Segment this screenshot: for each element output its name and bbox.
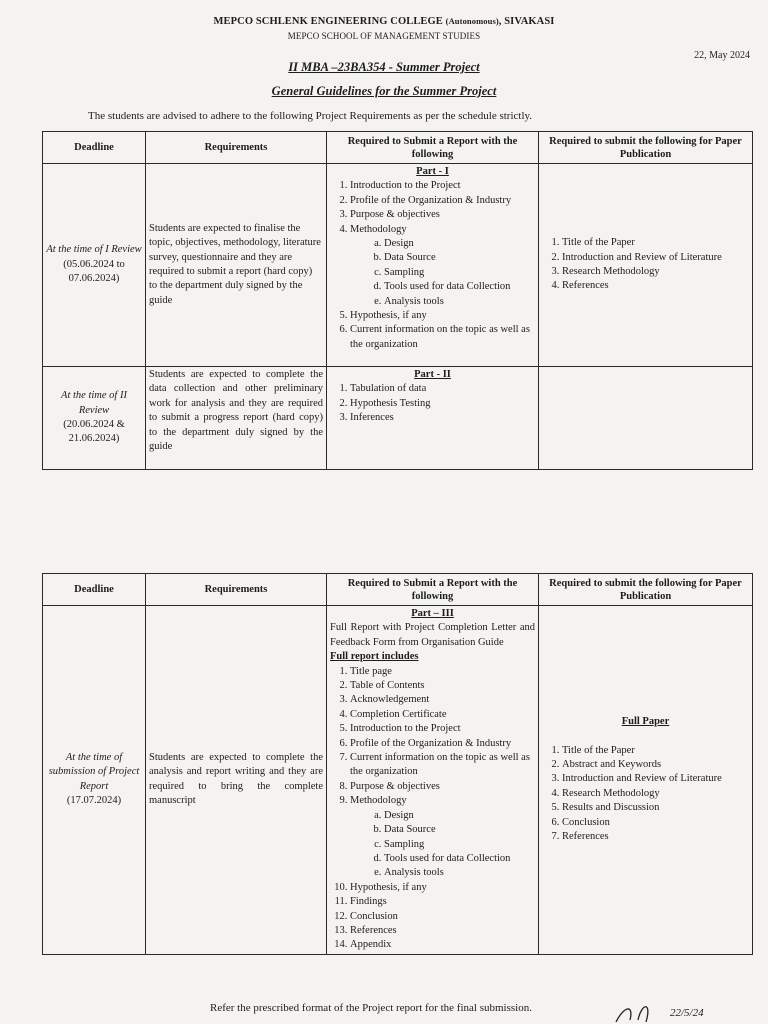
list-item: 2. Introduction and Review of Literature: [562, 251, 749, 265]
document-date: 22, May 2024: [694, 50, 750, 61]
schedule-table-1: [42, 131, 753, 470]
document-subtitle: General Guidelines for the Summer Project: [271, 84, 497, 98]
report-cell: [327, 606, 539, 955]
table-row: [43, 367, 753, 470]
list-item: 14. Appendix: [350, 938, 535, 952]
header-deadline: Deadline: [43, 132, 146, 164]
methodology-sublist: [350, 237, 535, 309]
list-item: [350, 223, 535, 309]
college-name-main: MEPCO SCHLENK ENGINEERING COLLEGE: [213, 16, 443, 27]
sub-list-item: b. Data Source: [384, 251, 535, 265]
part-title: Part - I: [416, 166, 449, 177]
header-paper: Required to submit the following for Paper Publication: [539, 574, 753, 606]
list-item: 6. Current information on the topic as well as the organization: [350, 323, 535, 352]
sub-list-item: a. Design: [384, 809, 535, 823]
list-item: 12. Conclusion: [350, 910, 535, 924]
deadline-cell: [43, 606, 146, 955]
list-item: 3. Introduction and Review of Literature: [562, 772, 749, 786]
header-requirements: Requirements: [146, 574, 327, 606]
list-item: 5. Hypothesis, if any: [350, 309, 535, 323]
list-item: 6. Profile of the Organization & Industry: [350, 737, 535, 751]
sub-list-item: d. Tools used for data Collection: [384, 852, 535, 866]
methodology-sublist: [350, 809, 535, 881]
footer-note: Refer the prescribed format of the Project report for the final submission.: [210, 1002, 532, 1014]
list-item: 1. Title of the Paper: [562, 236, 749, 250]
header-report: Required to Submit a Report with the following: [327, 132, 539, 164]
deadline-label: At the time of I Review: [46, 244, 142, 256]
list-item: 1. Tabulation of data: [350, 382, 535, 396]
list-item: [350, 794, 535, 880]
requirements-cell: Students are expected to complete the data collection and other preliminary work for analysis and they are required to submit a progress report (hard copy) to the department duly signed by the guide: [146, 367, 327, 470]
list-item: 2. Table of Contents: [350, 679, 535, 693]
school-name: MEPCO SCHOOL OF MANAGEMENT STUDIES: [287, 31, 481, 41]
college-city: , SIVAKASI: [498, 16, 555, 27]
sub-list-item: a. Design: [384, 237, 535, 251]
list-item-label: Methodology: [350, 223, 407, 235]
list-item: 1. Introduction to the Project: [350, 179, 535, 193]
list-item: 7. Current information on the topic as well as the organization: [350, 751, 535, 780]
sub-list-item: d. Tools used for data Collection: [384, 280, 535, 294]
table-row: [43, 606, 753, 955]
list-item: 4. Research Methodology: [562, 787, 749, 801]
report-list: [330, 382, 535, 425]
deadline-cell: [43, 367, 146, 470]
table-header-row: [43, 574, 753, 606]
list-item: 11. Findings: [350, 895, 535, 909]
header-paper: Required to submit the following for Paper Publication: [539, 132, 753, 164]
list-item: 2. Abstract and Keywords: [562, 758, 749, 772]
table-header-row: [43, 132, 753, 164]
sub-list-item: e. Analysis tools: [384, 866, 535, 880]
full-paper-title: Full Paper: [621, 716, 670, 728]
header-report: Required to Submit a Report with the following: [327, 574, 539, 606]
list-item: 3. Research Methodology: [562, 265, 749, 279]
part-title: Part - II: [414, 369, 451, 380]
paper-cell: [539, 367, 753, 470]
sub-list-item: c. Sampling: [384, 266, 535, 280]
list-item: 3. Inferences: [350, 411, 535, 425]
list-item: 13. References: [350, 924, 535, 938]
document-title: II MBA –23BA354 - Summer Project: [288, 60, 480, 74]
list-item-label: Methodology: [350, 795, 407, 807]
list-item: 10. Hypothesis, if any: [350, 881, 535, 895]
list-item: 3. Acknowledgement: [350, 693, 535, 707]
signature: [612, 1000, 762, 1024]
college-name: [0, 16, 768, 27]
list-item: 3. Purpose & objectives: [350, 208, 535, 222]
sub-list-item: e. Analysis tools: [384, 295, 535, 309]
sub-list-item: b. Data Source: [384, 823, 535, 837]
paper-list: [542, 744, 749, 845]
list-item: 1. Title page: [350, 665, 535, 679]
schedule-table-2: [42, 573, 753, 955]
list-item: 1. Title of the Paper: [562, 744, 749, 758]
deadline-label: At the time of II Review: [61, 390, 127, 416]
header-requirements: Requirements: [146, 132, 327, 164]
deadline-dates: (05.06.2024 to 07.06.2024): [63, 258, 125, 285]
deadline-dates: (17.07.2024): [66, 795, 122, 807]
paper-list: [542, 236, 749, 294]
list-item: 7. References: [562, 830, 749, 844]
list-item: 6. Conclusion: [562, 816, 749, 830]
part-title: Part – III: [411, 608, 454, 619]
list-item: 5. Introduction to the Project: [350, 722, 535, 736]
list-item: 2. Profile of the Organization & Industry: [350, 194, 535, 208]
report-cell: [327, 367, 539, 470]
deadline-dates: (20.06.2024 & 21.06.2024): [63, 419, 125, 445]
list-item: 4. Completion Certificate: [350, 708, 535, 722]
list-item: 8. Purpose & objectives: [350, 780, 535, 794]
header-deadline: Deadline: [43, 574, 146, 606]
report-cell: [327, 164, 539, 367]
college-autonomous: (Autonomous): [445, 16, 499, 26]
deadline-cell: [43, 164, 146, 367]
deadline-label: At the time of submission of Project Report: [48, 752, 140, 792]
paper-cell: [539, 164, 753, 367]
list-item: 4. References: [562, 279, 749, 293]
report-list: [330, 179, 535, 352]
full-report-text: Full Report with Project Completion Letter and Feedback Form from Organisation Guide: [330, 622, 535, 648]
list-item: 5. Results and Discussion: [562, 801, 749, 815]
table-row: [43, 164, 753, 367]
requirements-cell: Students are expected to complete the analysis and report writing and they are required to bring the complete manuscript: [146, 606, 327, 955]
report-list: [330, 665, 535, 953]
signature-date: 22/5/24: [670, 1007, 704, 1019]
requirements-cell: Students are expected to finalise the topic, objectives, methodology, literature survey, questionnaire and they are required to submit a report (hard copy) to the department duly signed by the guide: [146, 164, 327, 367]
intro-text: The students are advised to adhere to the following Project Requirements as per the schedule strictly.: [88, 110, 533, 122]
paper-cell: [539, 606, 753, 955]
list-item: 2. Hypothesis Testing: [350, 397, 535, 411]
full-report-includes: Full report includes: [330, 651, 419, 663]
sub-list-item: c. Sampling: [384, 838, 535, 852]
